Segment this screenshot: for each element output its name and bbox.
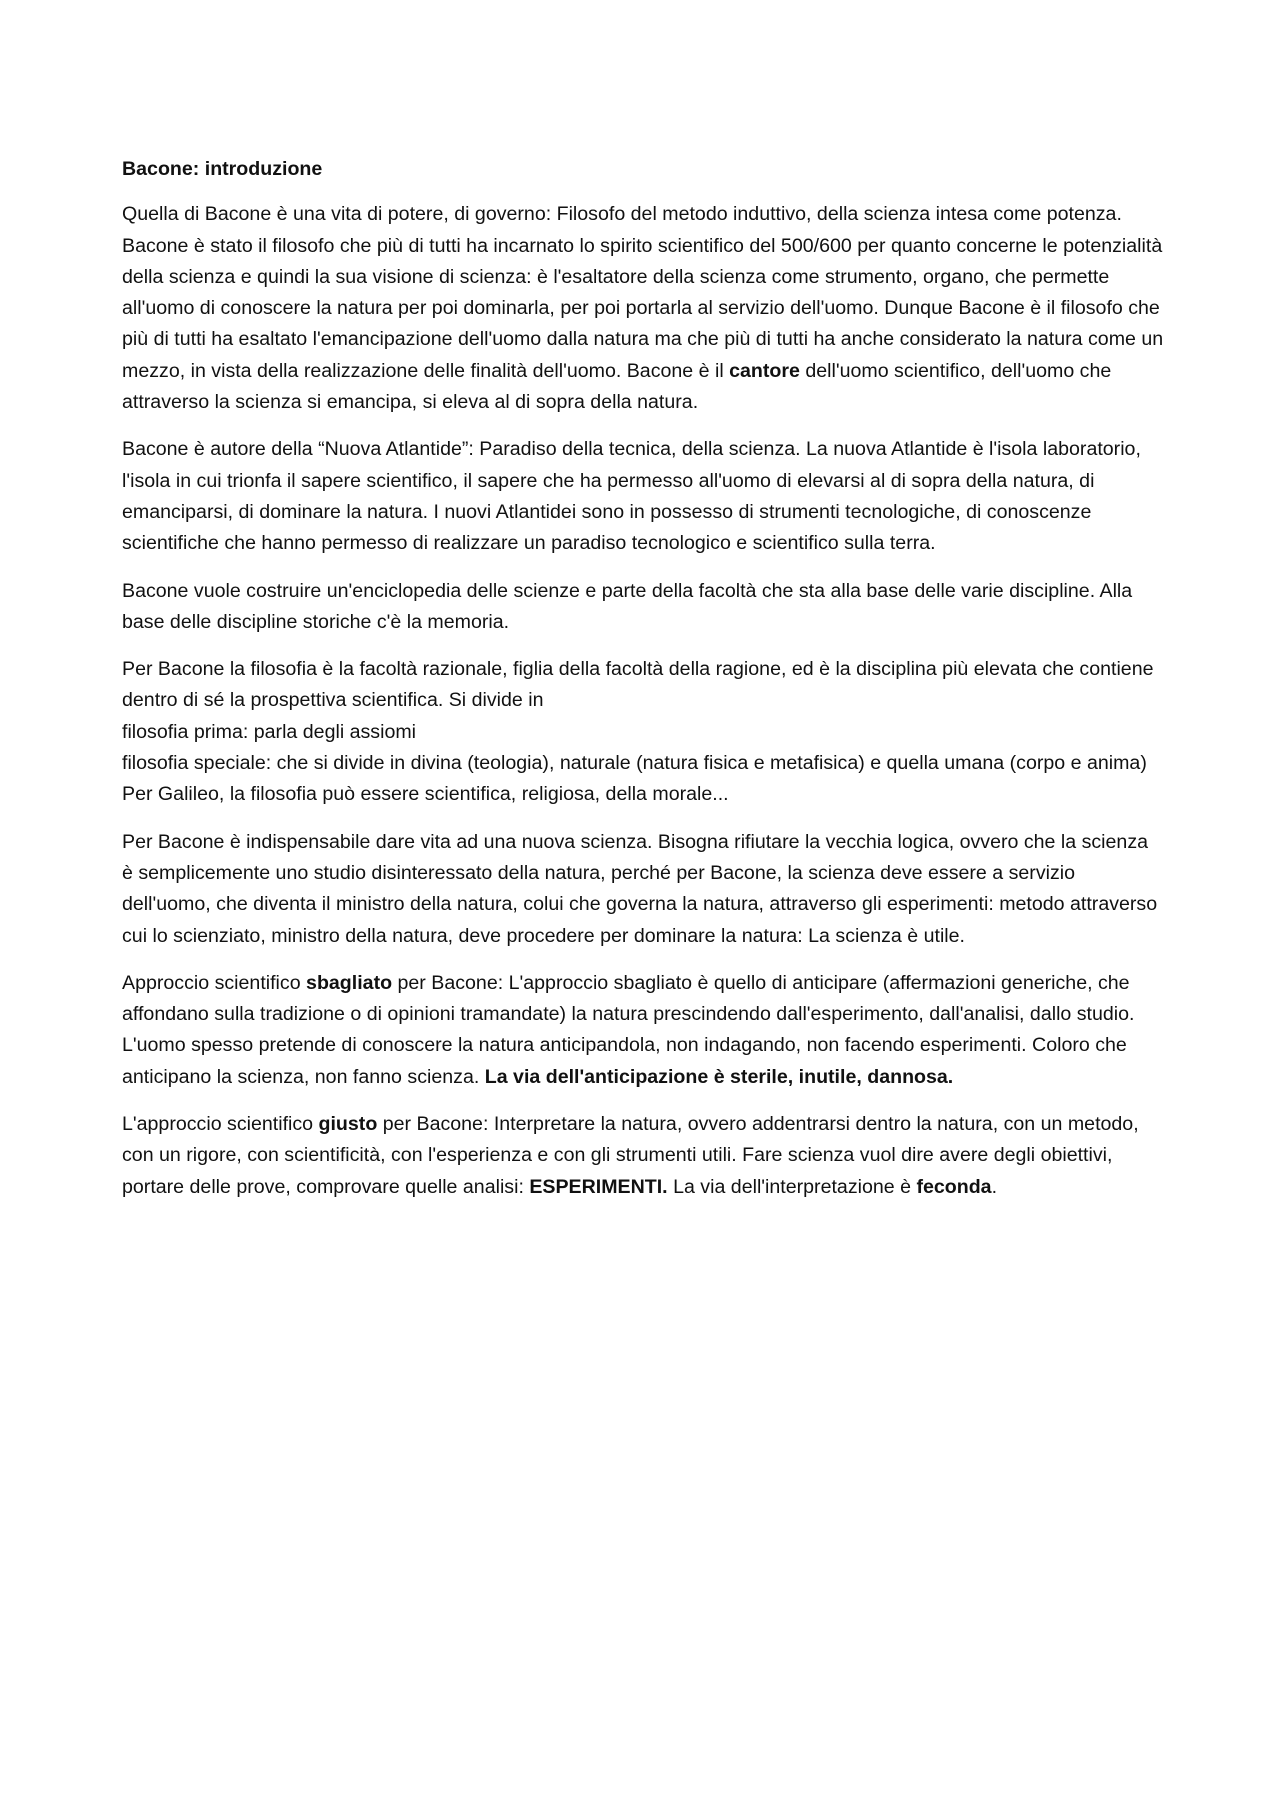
bold-giusto: giusto <box>318 1113 378 1136</box>
bold-sbagliato: sbagliato <box>306 971 393 994</box>
document-title: Bacone: introduzione <box>122 158 323 180</box>
bold-via-anticipazione: La via dell'anticipazione è sterile, inutile, dannosa. <box>484 1065 954 1088</box>
paragraph-intro <box>122 199 1164 418</box>
paragraph-filosofia <box>122 654 1164 810</box>
paragraph-intro-text-c: dell'uomo scientifico, dell'uomo che attraverso la scienza si emancipa, si eleva al di sopra della natura. <box>122 359 1112 414</box>
filosofia-prima: filosofia prima: parla degli assiomi <box>122 720 417 743</box>
bold-esperimenti: ESPERIMENTI. <box>529 1175 668 1198</box>
sbagliato-text-c: per Bacone: L'approccio sbagliato è quello di anticipare (affermazioni generiche, che affondano sulla tradizione o di opinioni tramandate) la natura prescindendo dall'esperimento, dall'analisi, dallo studio. L'uomo spesso pretende di conoscere la natura anticipandola, non indagando, non facendo esperimenti. Coloro che anticipano la scienza, non fanno scienza. <box>122 971 1135 1088</box>
filosofia-intro: Per Bacone la filosofia è la facoltà razionale, figlia della facoltà della ragione, ed è la disciplina più elevata che contiene dentro di sé la prospettiva scientifica. Si divide in <box>122 658 1154 712</box>
paragraph-nuova-scienza: Per Bacone è indispensabile dare vita ad una nuova scienza. Bisogna rifiutare la vecchia logica, ovvero che la scienza è semplicemente uno studio disinteressato della natura, perché per Bacone, la scienza deve essere a servizio dell'uomo, che diventa il ministro della natura, colui che governa la natura, attraverso gli esperimenti: metodo attraverso cui lo scienziato, ministro della natura, deve procedere per dominare la natura: La scienza è utile. <box>122 830 1158 947</box>
filosofia-speciale: filosofia speciale: che si divide in divina (teologia), naturale (natura fisica e metafisica) e quella umana (corpo e anima) <box>122 752 1147 775</box>
giusto-text-e: La via dell'interpretazione è <box>667 1175 917 1198</box>
giusto-text-a: L'approccio scientifico <box>122 1113 319 1136</box>
paragraph-approccio-sbagliato <box>122 968 1164 1093</box>
document-page <box>122 154 1164 1219</box>
sbagliato-text-a: Approccio scientifico <box>122 971 307 994</box>
giusto-text-c: per Bacone: Interpretare la natura, ovvero addentrarsi dentro la natura, con un metodo, con un rigore, con scientificità, con l'esperienza e con gli strumenti utili. Fare scienza vuol dire avere degli obiettivi, portare delle prove, comprovare quelle analisi: <box>122 1113 1139 1198</box>
paragraph-approccio-giusto <box>122 1109 1164 1203</box>
filosofia-galileo: Per Galileo, la filosofia può essere scientifica, religiosa, della morale... <box>122 783 729 806</box>
giusto-text-g: . <box>991 1175 998 1198</box>
paragraph-enciclopedia: Bacone vuole costruire un'enciclopedia delle scienze e parte della facoltà che sta alla base delle varie discipline. Alla base delle discipline storiche c'è la memoria. <box>122 579 1133 633</box>
paragraph-nuova-atlantide: Bacone è autore della “Nuova Atlantide”: Paradiso della tecnica, della scienza. La nuova Atlantide è l'isola laboratorio, l'isola in cui trionfa il sapere scientifico, il sapere che ha permesso all'uomo di elevarsi al di sopra della natura, di emanciparsi, di dominare la natura. I nuovi Atlantidei sono in possesso di strumenti tecnologiche, di conoscenze scientifiche che hanno permesso di realizzare un paradiso tecnologico e scientifico sulla terra. <box>122 438 1141 555</box>
paragraph-intro-text-a: Quella di Bacone è una vita di potere, di governo: Filosofo del metodo induttivo, della scienza intesa come potenza. Bacone è stato il filosofo che più di tutti ha incarnato lo spirito scientifico del 500/600 per quanto concerne le potenzialità della scienza e quindi la sua visione di scienza: è l'esaltatore della scienza come strumento, organo, che permette all'uomo di conoscere la natura per poi dominarla, per poi portarla al servizio dell'uomo. Dunque Bacone è il filosofo che più di tutti ha esaltato l'emancipazione dell'uomo dalla natura ma che più di tutti ha anche considerato la natura come un mezzo, in vista della realizzazione delle finalità dell'uomo. Bacone è il <box>122 203 1164 382</box>
bold-cantore: cantore <box>729 359 800 382</box>
bold-feconda: feconda <box>916 1175 992 1198</box>
